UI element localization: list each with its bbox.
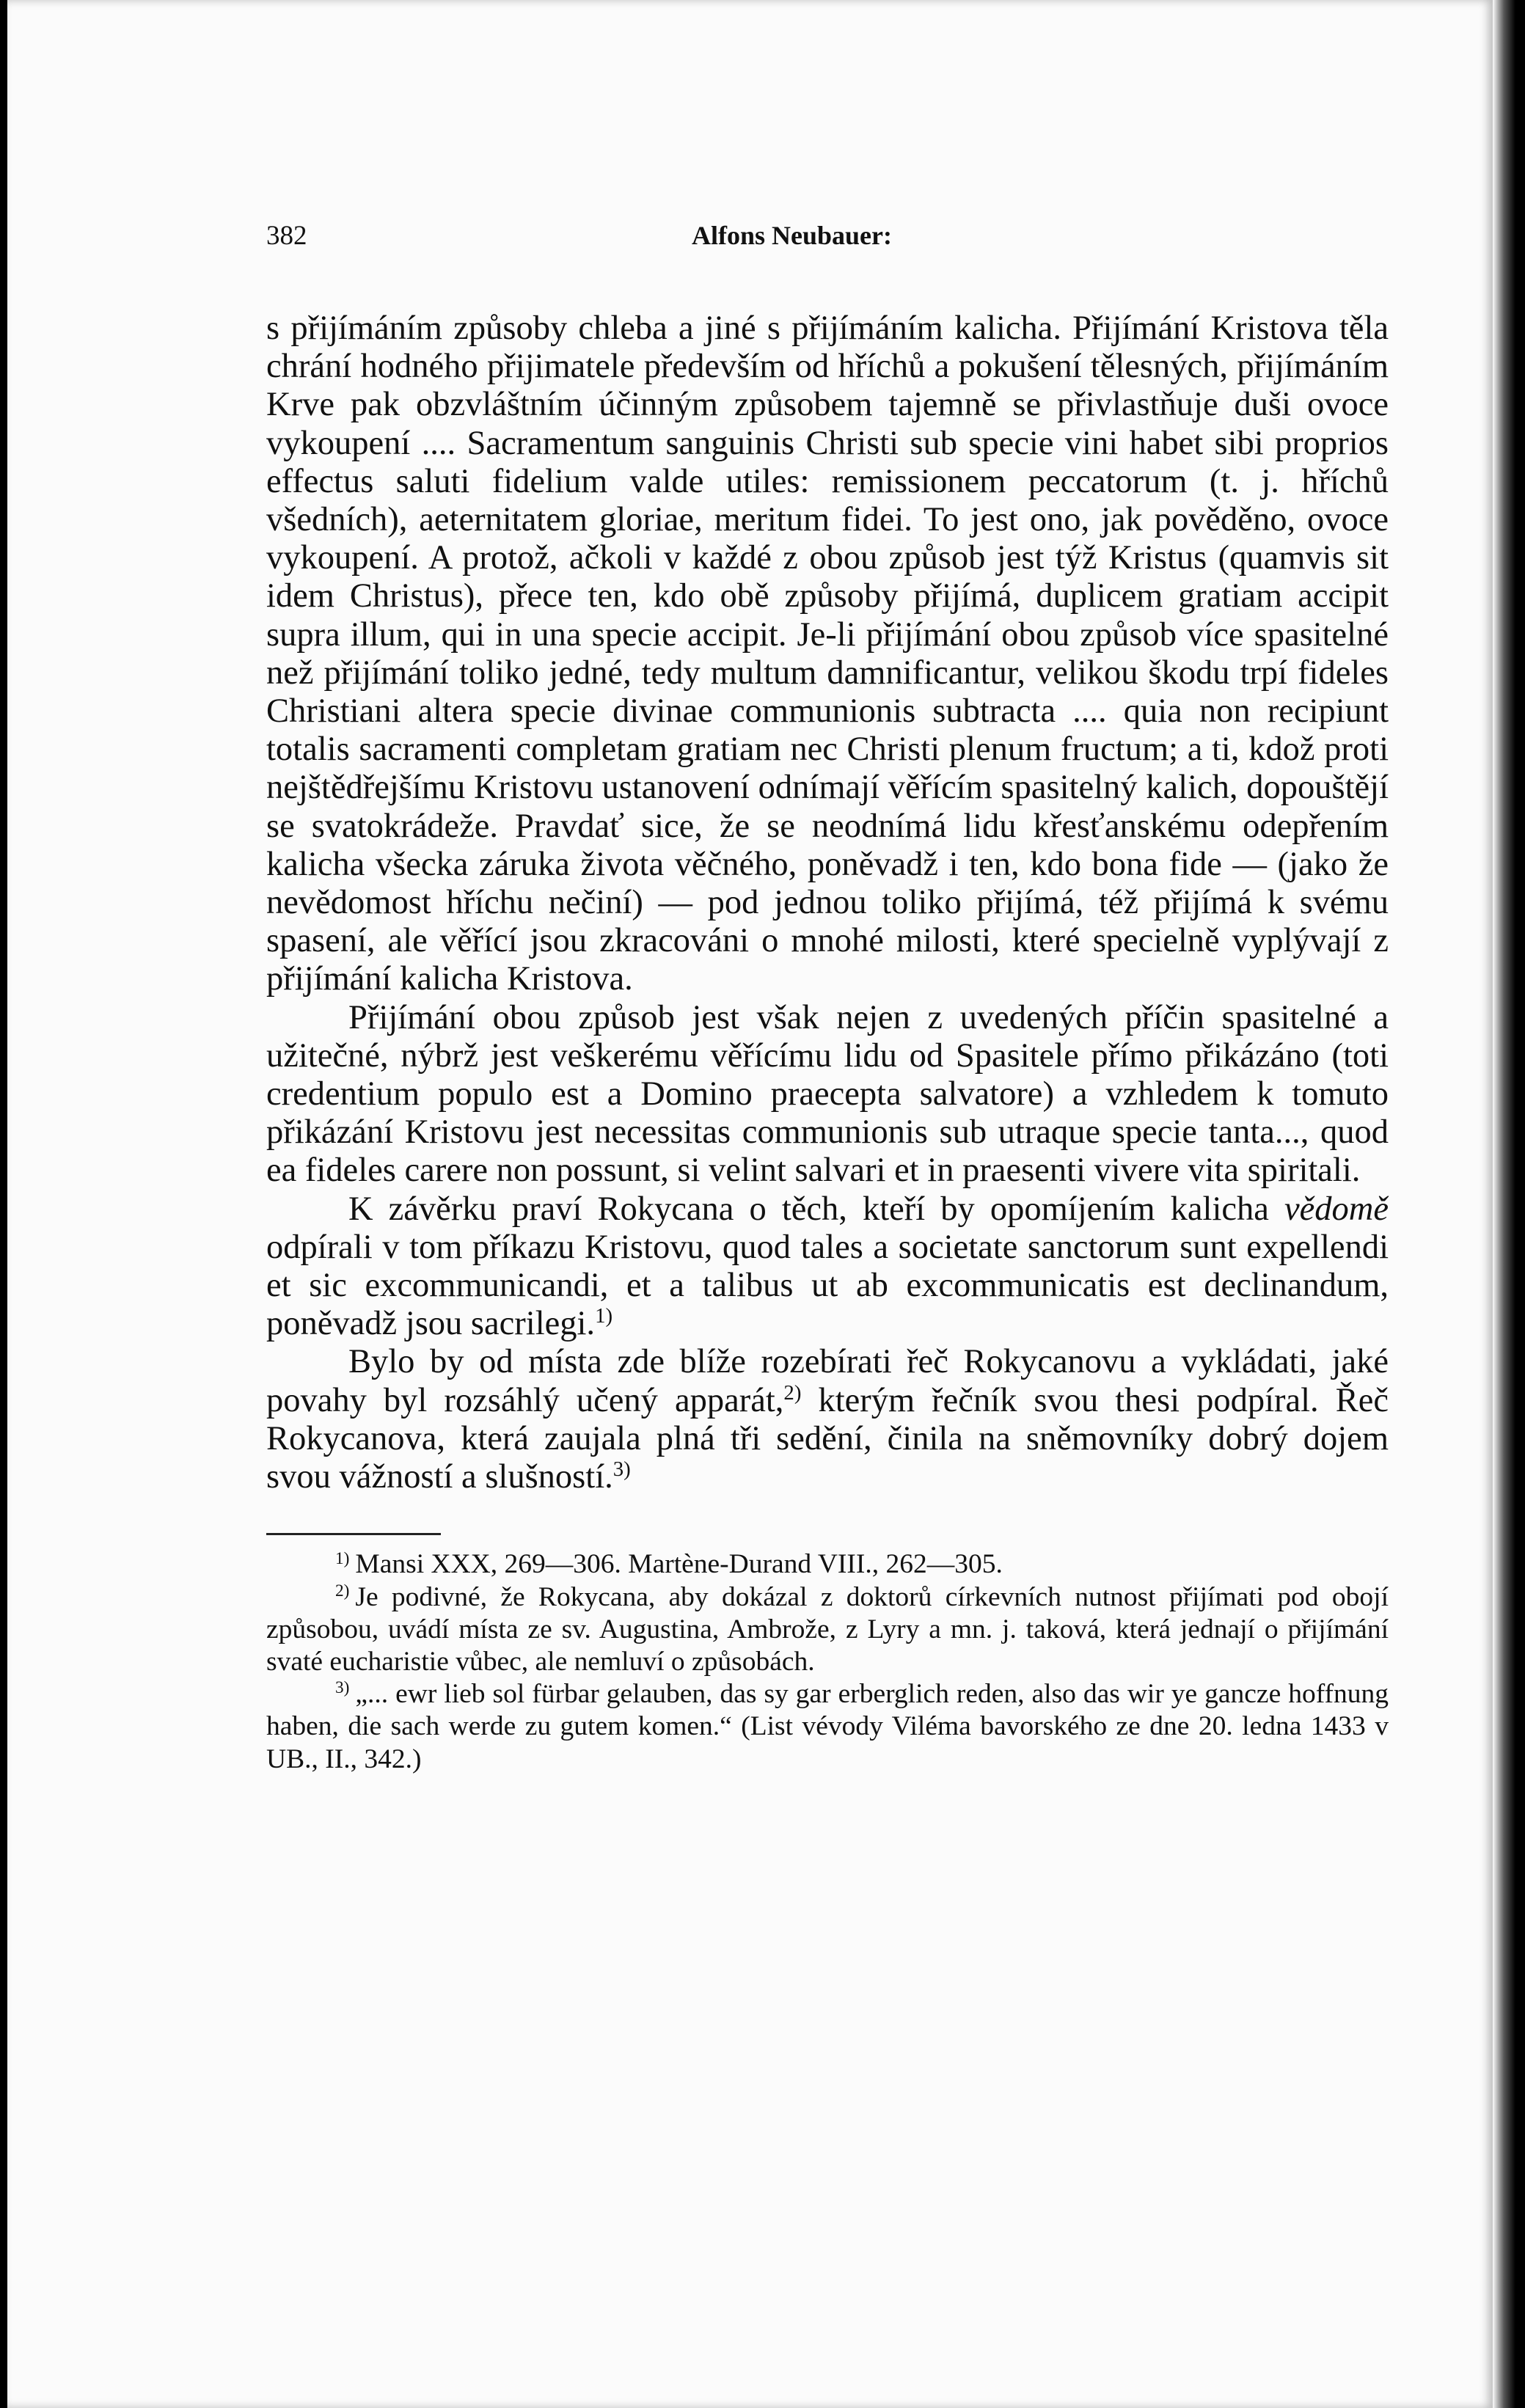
paragraph-3-text-a: K závěrku praví Rokycana o těch, kteří by opomíjením kalicha <box>348 1190 1284 1228</box>
footnote-3 <box>266 1678 1389 1776</box>
paragraph-1: s přijímáním způsoby chleba a jiné s přijímáním kalicha. Přijímání Kristova těla chrání hodného přijimatele především od hříchů a pokušení tělesných, přijímáním Krve pak obzvláštním účinným způsobem tajemně se přivlastňuje duši ovoce vykoupení .... Sacramentum sanguinis Christi sub specie vini habet sibi proprios effectus saluti fidelium valde utiles: remissionem peccatorum (t. j. hříchů všedních), aeternitatem gloriae, meritum fidei. To jest ono, jak pověděno, ovoce vykoupení. A protož, ačkoli v každé z obou způsob jest týž Kristus (quamvis sit idem Christus), přece ten, kdo obě způsoby přijímá, duplicem gratiam accipit supra illum, qui in una specie accipit. Je-li přijímání obou způsob více spasitelné než přijímání toliko jedné, tedy multum damnificantur, velikou škodu trpí fideles Christiani altera specie divinae communionis subtracta .... quia non recipiunt totalis sacramenti completam gratiam nec Christi plenum fructum; a ti, kdož proti nejštědřejšímu Kristovu ustanovení odnímají věřícím spasitelný kalich, dopouštějí se svatokrádeže. Pravdať sice, že se neodnímá lidu křesťanskému odepřením kalicha všecka záruka života věčného, poněvadž i ten, kdo bona fide — (jako že nevědomost hříchu nečiní) — pod jednou toliko přijímá, též přijímá k svému spasení, ale věřící jsou zkracováni o mnohé milosti, které specielně vyplývají z přijímání kalicha Kristova. <box>266 310 1389 998</box>
footnote-2-text: Je podivné, že Rokycana, aby dokázal z doktorů církevních nutnost přijímati pod obojí způsobou, uvádí místa ze sv. Augustina, Ambrože, z Lyry a mn. j. taková, která jednají o přijímání svaté eucharistie vůbec, ale nemluví o způsobách. <box>266 1581 1389 1677</box>
footnote-rule <box>266 1533 441 1535</box>
footnote-ref-3: 3) <box>612 1457 631 1482</box>
footnote-1 <box>266 1548 1389 1581</box>
text-block <box>266 220 1389 1776</box>
footnote-2-mark: 2) <box>335 1581 350 1600</box>
footnote-2 <box>266 1581 1389 1679</box>
footnote-1-text: Mansi XXX, 269—306. Martène-Durand VIII., 262—305. <box>355 1549 1003 1580</box>
paragraph-4-text-b: kterým řečník svou thesi podpíral. Řeč Rokycanova, která zaujala plná tři sedění, činila na sněmovníky dobrý dojem svou vážností a slušností. <box>266 1381 1389 1496</box>
footnote-1-mark: 1) <box>335 1548 350 1568</box>
paragraph-2: Přijímání obou způsob jest však nejen z uvedených příčin spasitelné a užitečné, nýbrž jest veškerému věřícímu lidu od Spasitele přímo přikázáno (toti credentium populo est a Domino praecepta salvatore) a vzhledem k tomuto přikázání Kristovu jest necessitas communionis sub utraque specie tanta..., quod ea fideles carere non possunt, si velint salvari et in praesenti vivere vita spiritali. <box>266 998 1389 1190</box>
paragraph-3 <box>266 1190 1389 1344</box>
page-edge-shadow <box>1493 0 1525 2408</box>
page-header <box>266 220 1389 264</box>
paragraph-4-text-a: Bylo by od místa zde blíže rozebírati řeč Rokycanovu a vykládati, jaké povahy byl rozsáhlý učený apparát, <box>266 1343 1389 1419</box>
footnote-3-mark: 3) <box>335 1678 350 1698</box>
page-number: 382 <box>266 221 307 251</box>
footnote-ref-1: 1) <box>595 1304 613 1328</box>
footnote-ref-2: 2) <box>783 1380 802 1405</box>
paragraph-3-text-b: odpírali v tom příkazu Kristovu, quod tales a societate sanctorum sunt expellendi et sic excommunicandi, et a talibus ut ab excommunicatis est declinandum, poněvadž jsou sacrilegi. <box>266 1228 1389 1343</box>
running-head: Alfons Neubauer: <box>692 221 893 250</box>
paragraph-3-italic: vědomě <box>1284 1190 1389 1228</box>
paragraph-4 <box>266 1343 1389 1496</box>
footnote-3-text: „... ewr lieb sol fürbar gelauben, das sy gar erberglich reden, also das wir ye gancze hoffnung haben, die sach werde zu gutem komen.“ (List vévody Viléma bavorského ze dne 20. ledna 1433 v UB., II., 342.) <box>266 1679 1389 1774</box>
